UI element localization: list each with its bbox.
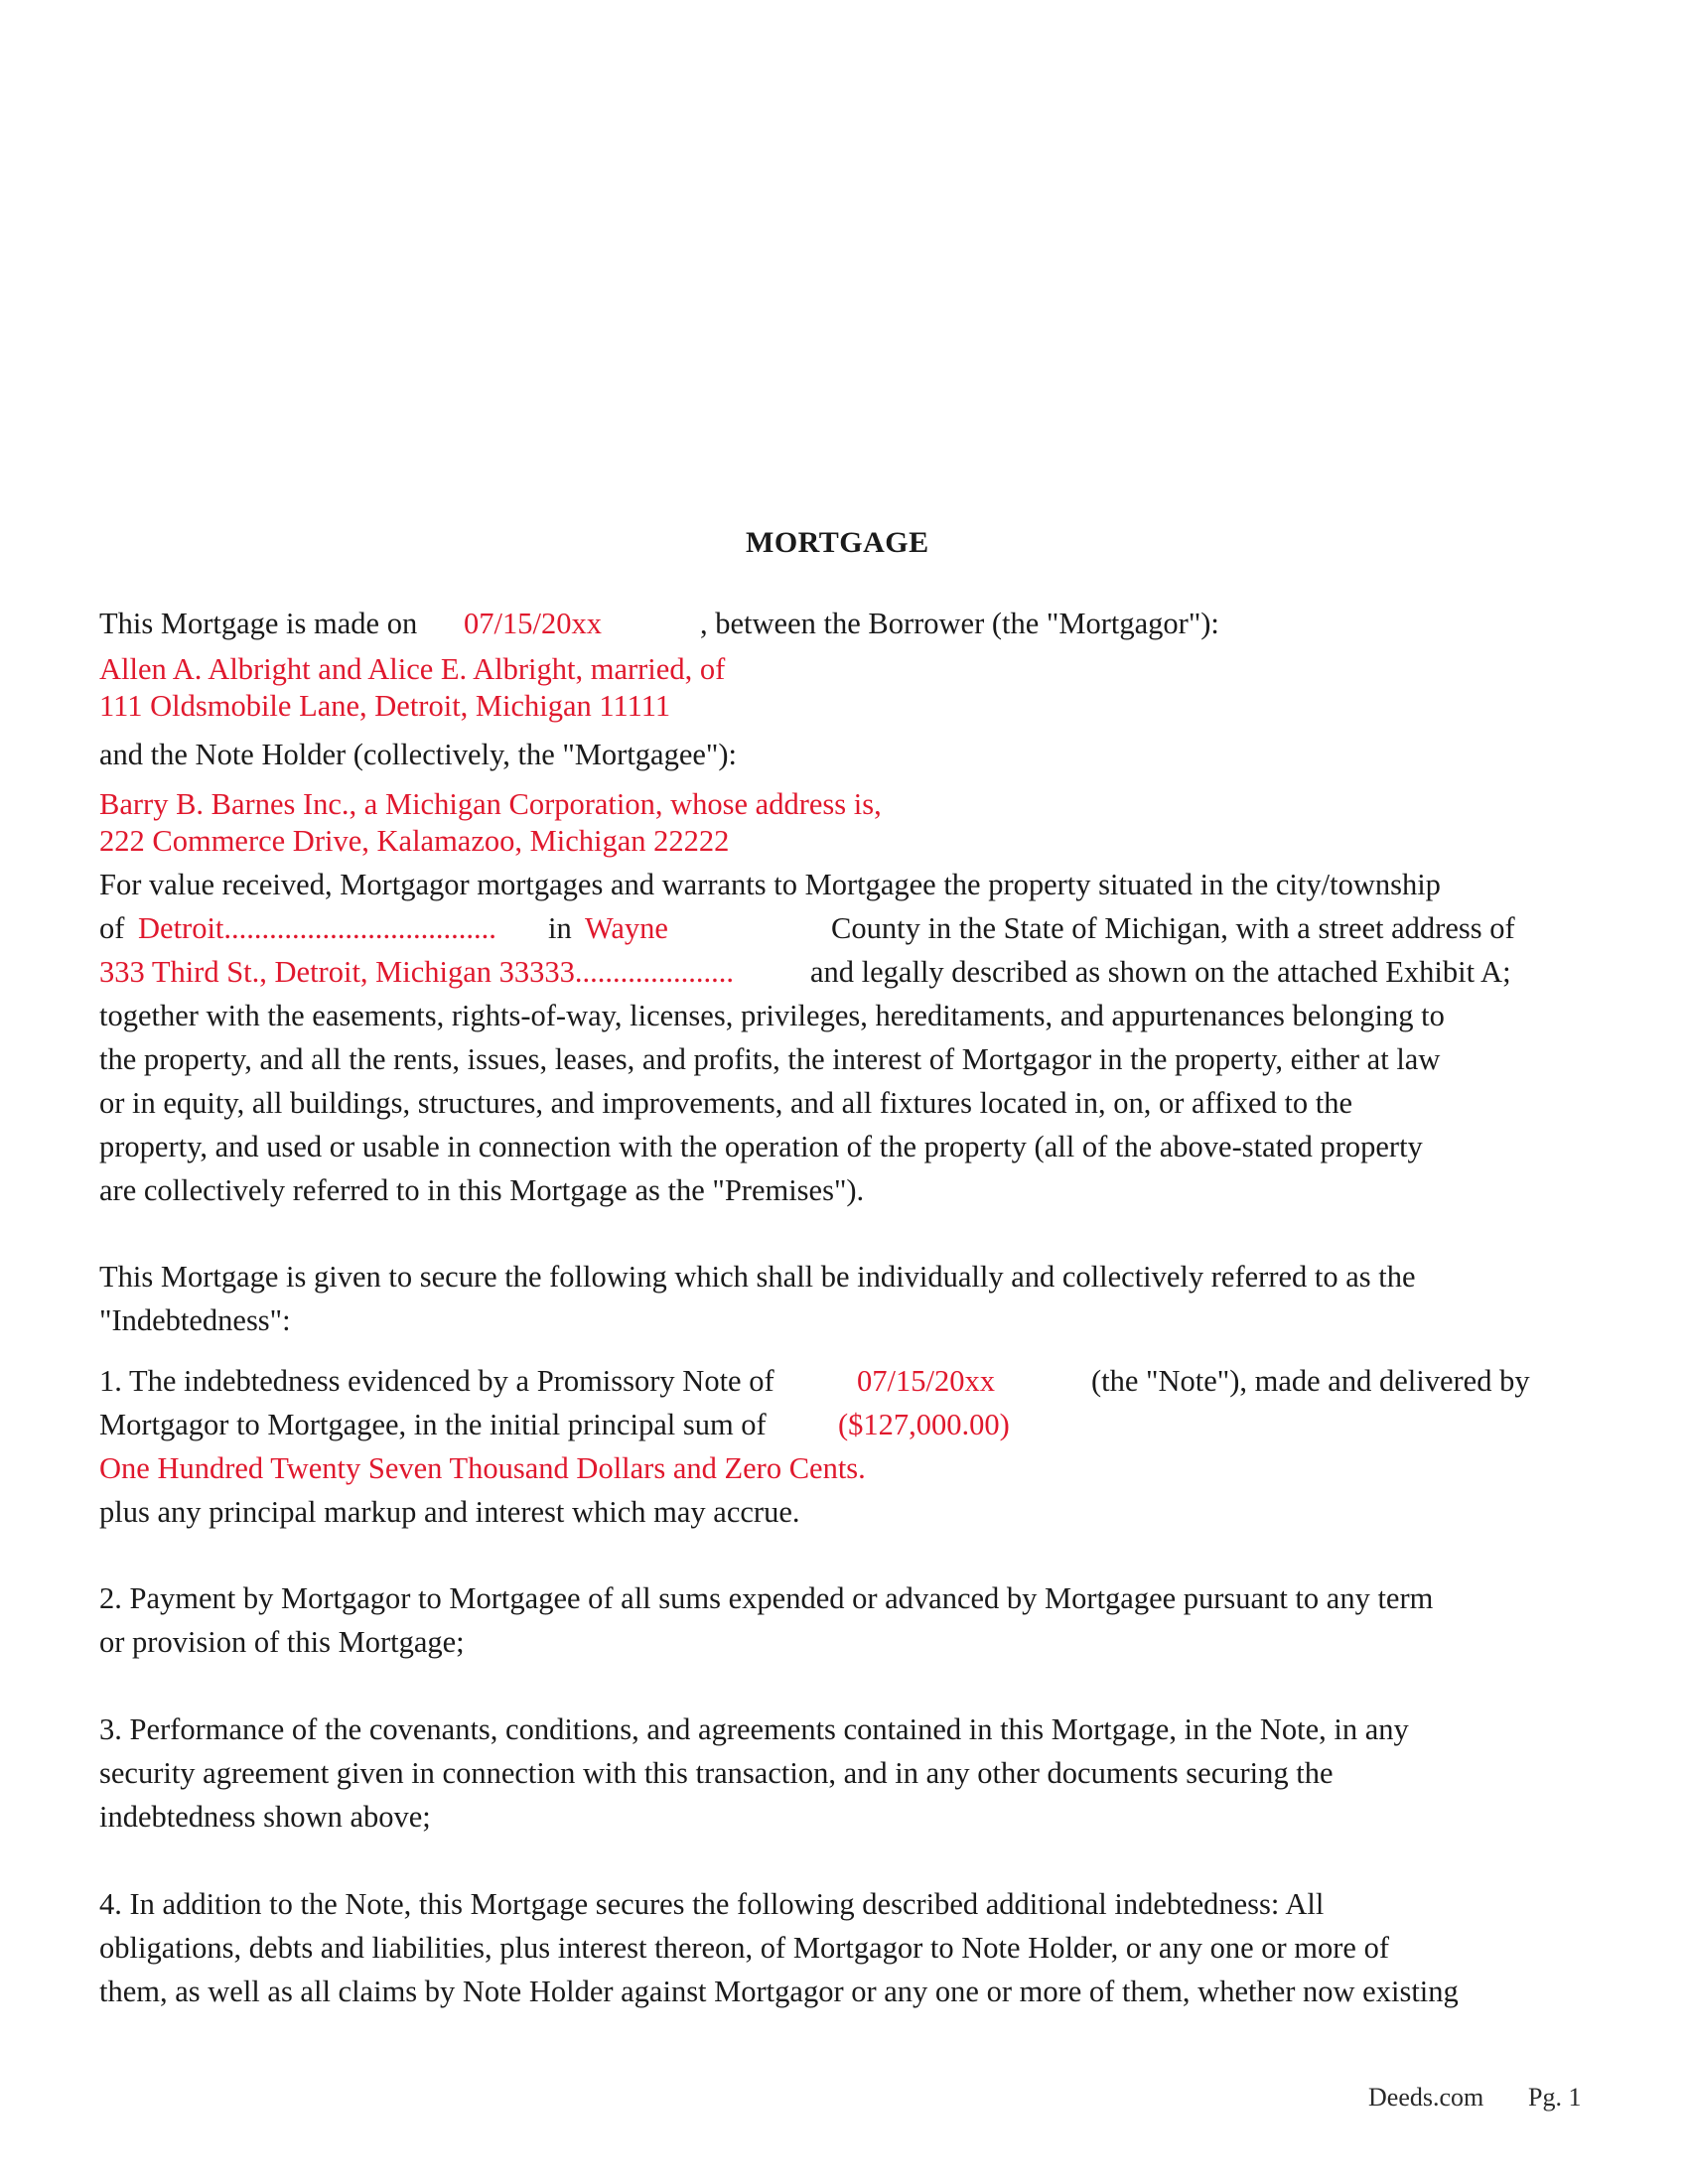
secure-intro-line-2: "Indebtedness": bbox=[99, 1303, 291, 1337]
property-line: or in equity, all buildings, structures, and improvements, and all fixtures located in, on, or affixed to the bbox=[99, 1086, 1353, 1120]
property-line: are collectively referred to in this Mortgage as the "Premises"). bbox=[99, 1173, 865, 1207]
mortgagor-name: Allen A. Albright and Alice E. Albright, married, of bbox=[99, 652, 726, 686]
mortgagee-address: 222 Commerce Drive, Kalamazoo, Michigan 22222 bbox=[99, 824, 730, 858]
mortgagor-address: 111 Oldsmobile Lane, Detroit, Michigan 11111 bbox=[99, 689, 671, 723]
item1-suffix: (the "Note"), made and delivered by bbox=[1091, 1364, 1530, 1398]
item3-line-3: indebtedness shown above; bbox=[99, 1800, 431, 1834]
item1-line2: Mortgagor to Mortgagee, in the initial principal sum of bbox=[99, 1408, 767, 1441]
mortgagee-name: Barry B. Barnes Inc., a Michigan Corporation, whose address is, bbox=[99, 787, 882, 821]
property-city: Detroit.................................... bbox=[138, 911, 496, 945]
of-label: of bbox=[99, 911, 125, 945]
item4-line-2: obligations, debts and liabilities, plus interest thereon, of Mortgagor to Note Holder, or any one or more of bbox=[99, 1931, 1389, 1965]
principal-amount: ($127,000.00) bbox=[838, 1408, 1010, 1441]
footer-page-number: Pg. 1 bbox=[1528, 2083, 1582, 2112]
item4-line-1: 4. In addition to the Note, this Mortgage secures the following described additional indebtedness: All bbox=[99, 1887, 1325, 1921]
property-line: property, and used or usable in connection with the operation of the property (all of the above-stated property bbox=[99, 1130, 1423, 1163]
county-suffix: County in the State of Michigan, with a street address of bbox=[831, 911, 1515, 945]
intro-suffix: , between the Borrower (the "Mortgagor"): bbox=[700, 607, 1219, 640]
item3-line-2: security agreement given in connection with this transaction, and in any other documents securing the bbox=[99, 1756, 1334, 1790]
item1-prefix: 1. The indebtedness evidenced by a Promissory Note of bbox=[99, 1364, 774, 1398]
item2-line-1: 2. Payment by Mortgagor to Mortgagee of all sums expended or advanced by Mortgagee pursuant to any term bbox=[99, 1581, 1434, 1615]
footer-source: Deeds.com bbox=[1368, 2083, 1484, 2112]
amount-in-words: One Hundred Twenty Seven Thousand Dollars and Zero Cents. bbox=[99, 1451, 866, 1485]
property-line: together with the easements, rights-of-way, licenses, privileges, hereditaments, and appurtenances belonging to bbox=[99, 999, 1445, 1032]
mortgage-date: 07/15/20xx bbox=[464, 607, 602, 640]
item3-line-1: 3. Performance of the covenants, conditions, and agreements contained in this Mortgage, in the Note, in any bbox=[99, 1712, 1409, 1746]
street-suffix: and legally described as shown on the attached Exhibit A; bbox=[810, 955, 1511, 989]
item1-line4: plus any principal markup and interest which may accrue. bbox=[99, 1495, 800, 1529]
property-line-1: For value received, Mortgagor mortgages and warrants to Mortgagee the property situated in the city/township bbox=[99, 868, 1441, 901]
property-line: the property, and all the rents, issues, leases, and profits, the interest of Mortgagor in the property, either at law bbox=[99, 1042, 1441, 1076]
intro-line: This Mortgage is made on bbox=[99, 607, 418, 640]
document-page: MORTGAGE This Mortgage is made on 07/15/20xx , between the Borrower (the "Mortgagor"): Allen A. Albright and Alice E. Albright, married, of 111 Oldsmobile Lane, Detroit, Michigan 11111 and the Note Holder (collectively, the "Mortgagee"): Barry B. Barnes Inc., a Michigan Corporation, whose address is, 222 Commerce Drive, Kalamazoo, Michigan 22222 For value received, Mortgagor mortgages and warrants to Mortgagee the property situated in the city/township of Detroit.................................... in Wayne County in the State of Michigan, with a street address of 333 Third St., Detroit, Michigan 33333..................... and legally described as shown on the attached Exhibit A; together with the easements, rights-of-way, licenses, privileges, hereditaments, and appurtenances belonging to the property, and all the rents, issues, leases, and profits, the interest of Mortgagor in the property, either at law or in equity, all buildings, structures, and improvements, and all fixtures located in, on, or affixed to the property, and used or usable in connection with the operation of the property (all of the above-stated property are collectively referred to in this Mortgage as the "Premises"). This Mortgage is given to secure the following which shall be individually and collectively referred to as the "Indebtedness": 1. The indebtedness evidenced by a Promissory Note of 07/15/20xx (the "Note"), made and delivered by Mortgagor to Mortgagee, in the initial principal sum of ($127,000.00) One Hundred Twenty Seven Thousand Dollars and Zero Cents. plus any principal markup and interest which may accrue. 2. Payment by Mortgagor to Mortgagee of all sums expended or advanced by Mortgagee pursuant to any term or provision of this Mortgage; 3. Performance of the covenants, conditions, and agreements contained in this Mortgage, in the Note, in any security agreement given in connection with this transaction, and in any other documents securing the indebtedness shown above; 4. In addition to the Note, this Mortgage secures the following described additional indebtedness: All obligations, debts and liabilities, plus interest thereon, of Mortgagor to Note Holder, or any one or more of them, as well as all claims by Note Holder against Mortgagor or any one or more of them, whether now existing Deeds.com Pg. 1 bbox=[99, 526, 1582, 2112]
property-county: Wayne bbox=[585, 911, 668, 945]
note-date: 07/15/20xx bbox=[857, 1364, 995, 1398]
property-street: 333 Third St., Detroit, Michigan 33333..................... bbox=[99, 955, 735, 989]
secure-intro-line-1: This Mortgage is given to secure the following which shall be individually and collectively referred to as the bbox=[99, 1260, 1416, 1294]
note-holder-intro: and the Note Holder (collectively, the "Mortgagee"): bbox=[99, 738, 738, 771]
item2-line-2: or provision of this Mortgage; bbox=[99, 1625, 465, 1659]
item4-line-3: them, as well as all claims by Note Holder against Mortgagor or any one or more of them, whether now existing bbox=[99, 1975, 1459, 2008]
in-label: in bbox=[548, 911, 572, 945]
